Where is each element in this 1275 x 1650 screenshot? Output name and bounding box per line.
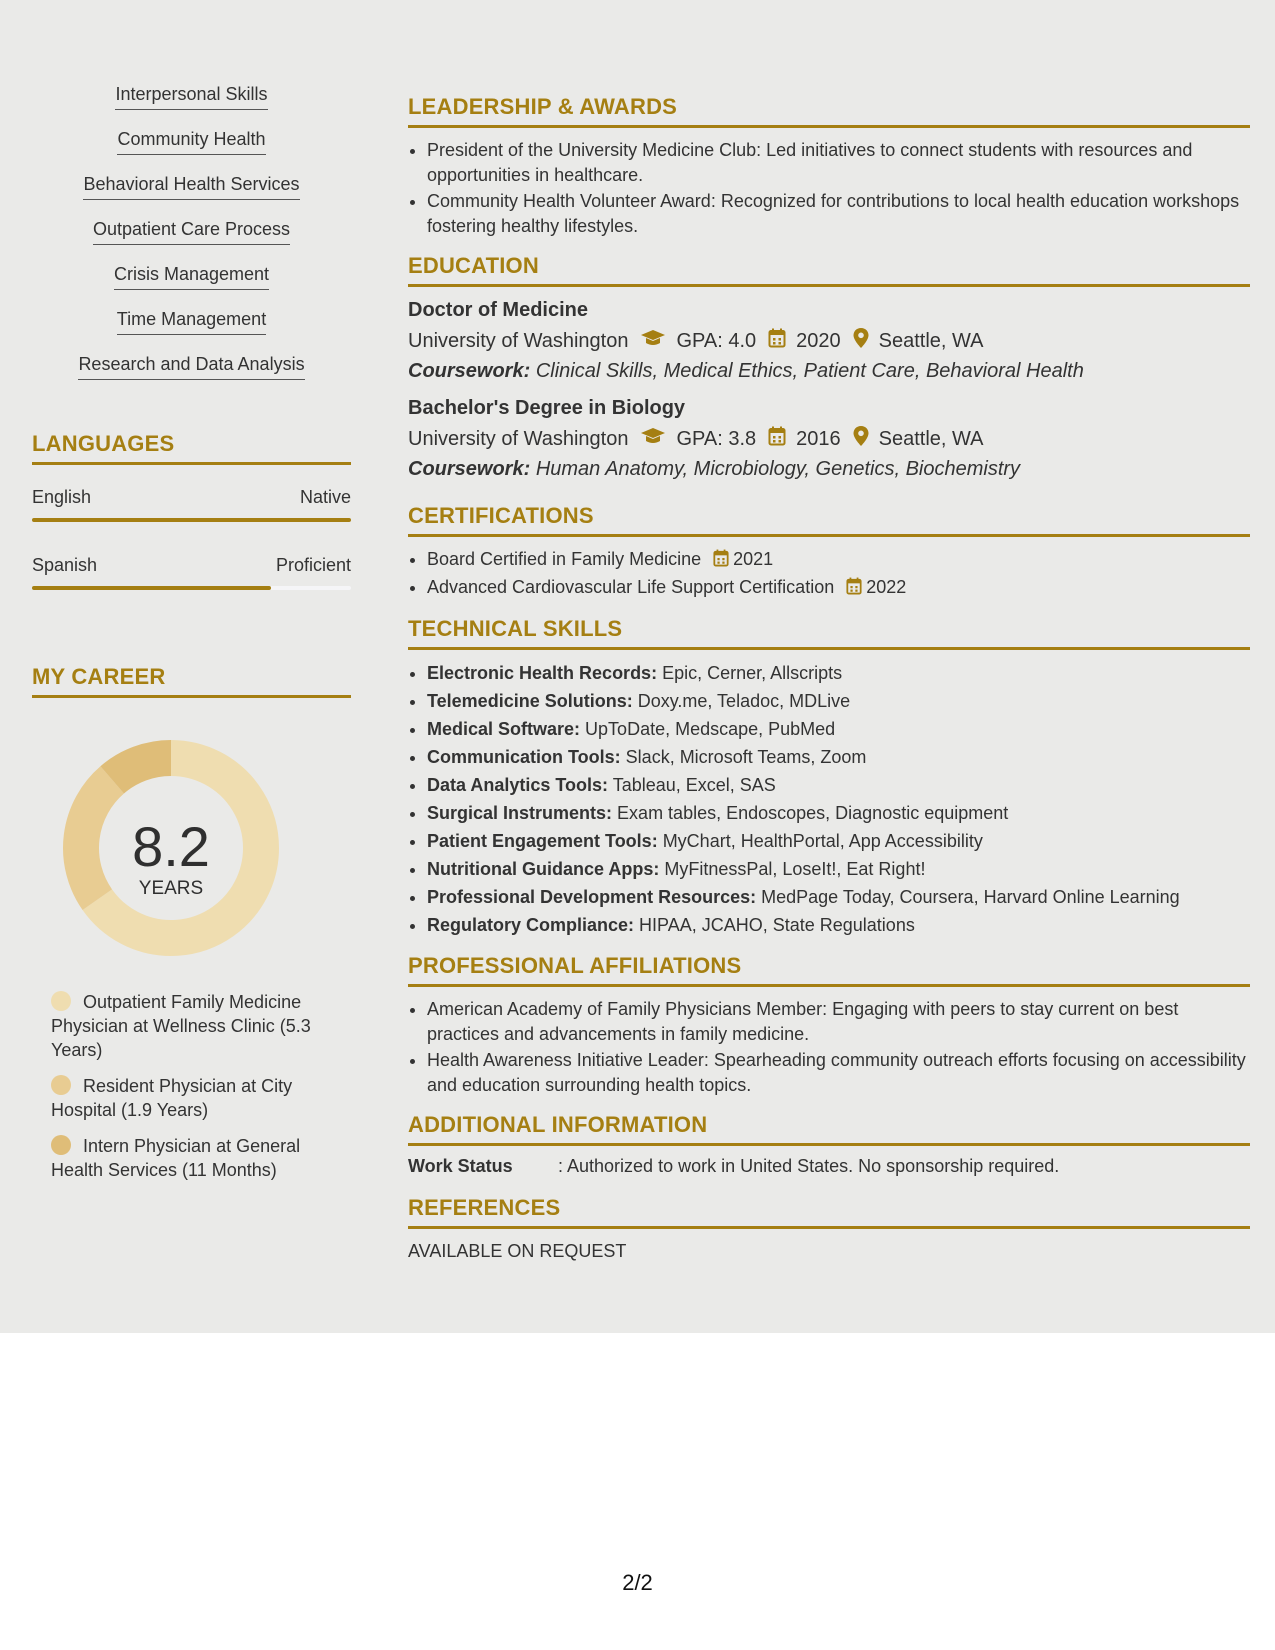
skill-item: Outpatient Care Process	[93, 219, 290, 245]
leadership-title: LEADERSHIP & AWARDS	[408, 94, 1250, 128]
career-unit: YEARS	[138, 878, 204, 899]
references-title: REFERENCES	[408, 1195, 1250, 1229]
career-donut-svg	[32, 698, 351, 988]
year: 2016	[796, 427, 841, 450]
degree-details	[408, 328, 1250, 354]
location: Seattle, WA	[878, 427, 984, 450]
graduation-cap-icon	[640, 329, 666, 353]
list-item	[427, 660, 1250, 687]
language-name: English	[32, 487, 92, 507]
list-item	[427, 688, 1250, 715]
cert-year: 2022	[866, 577, 907, 597]
education-title: EDUCATION	[408, 253, 1250, 287]
skill-label: Electronic Health Records:	[427, 663, 658, 683]
gpa: GPA: 4.0	[676, 329, 757, 352]
skill-value: Slack, Microsoft Teams, Zoom	[620, 747, 867, 767]
coursework-value: Clinical Skills, Medical Ethics, Patient Care, Behavioral Health	[535, 360, 1084, 382]
skill-item: Community Health	[117, 129, 265, 155]
list-item	[427, 800, 1250, 827]
leadership-list	[408, 138, 1250, 239]
coursework-label: Coursework:	[408, 360, 531, 382]
list-item: • President of the University Medicine Club: Led initiatives to connect students with resources and opportunities in healthcare.	[427, 138, 1250, 188]
degree-title: Bachelor's Degree in Biology	[408, 397, 686, 419]
skill-item: Interpersonal Skills	[115, 84, 267, 110]
skill-label: Patient Engagement Tools:	[427, 831, 658, 851]
education-entry	[408, 397, 1250, 481]
skill-value: MyChart, HealthPortal, App Accessibility	[657, 831, 983, 851]
degree-details	[408, 426, 1250, 452]
left-column	[32, 84, 351, 1194]
legend-label: Resident Physician at City Hospital (1.9 Years)	[51, 1076, 293, 1120]
list-item	[427, 912, 1250, 939]
list-item	[427, 856, 1250, 883]
skill-label: Medical Software:	[427, 719, 581, 739]
skill-label: Data Analytics Tools:	[427, 775, 609, 795]
language-level: Proficient	[275, 555, 351, 575]
language-bar-fill	[32, 518, 351, 522]
list-item	[427, 744, 1250, 771]
skill-label: Professional Development Resources:	[427, 887, 757, 907]
legend-label: Outpatient Family Medicine Physician at Wellness Clinic (5.3 Years)	[51, 992, 311, 1060]
skill-item: Research and Data Analysis	[78, 354, 304, 380]
skill-value: HIPAA, JCAHO, State Regulations	[634, 915, 915, 935]
list-item: • Health Awareness Initiative Leader: Spearheading community outreach efforts focusing on accessibility and education surrounding health topics.	[427, 1048, 1250, 1098]
career-total: 8.2	[132, 815, 210, 878]
skill-value: Tableau, Excel, SAS	[608, 775, 776, 795]
work-status-label: Work Status	[408, 1156, 513, 1176]
page-number: 2/2	[622, 1570, 653, 1595]
skill-label: Nutritional Guidance Apps:	[427, 859, 660, 879]
school-name: University of Washington	[408, 427, 629, 450]
technical-skills-title: TECHNICAL SKILLS	[408, 616, 1250, 650]
technical-skills-list	[408, 660, 1250, 939]
certifications-list	[408, 547, 1250, 602]
language-english	[32, 487, 351, 522]
skill-item: Behavioral Health Services	[83, 174, 299, 200]
affiliations-list	[408, 997, 1250, 1098]
coursework-value: Human Anatomy, Microbiology, Genetics, Biochemistry	[535, 458, 1021, 480]
references-text: AVAILABLE ON REQUEST	[408, 1241, 627, 1261]
skill-item: Crisis Management	[114, 264, 269, 290]
calendar-icon	[846, 577, 862, 602]
language-spanish	[32, 555, 351, 590]
legend-dot	[51, 991, 71, 1011]
languages-title: LANGUAGES	[32, 431, 351, 465]
graduation-cap-icon	[640, 427, 666, 451]
location-pin-icon	[853, 426, 869, 452]
language-bar	[32, 586, 351, 590]
language-bar-fill	[32, 586, 271, 590]
school-name: University of Washington	[408, 329, 629, 352]
coursework	[408, 458, 1250, 481]
career-donut-chart	[32, 698, 351, 988]
coursework-label: Coursework:	[408, 458, 531, 480]
degree-title: Doctor of Medicine	[408, 299, 589, 321]
language-name: Spanish	[32, 555, 98, 575]
list-item	[427, 884, 1250, 911]
skill-value: MyFitnessPal, LoseIt!, Eat Right!	[659, 859, 926, 879]
donut-segment	[81, 780, 112, 900]
location: Seattle, WA	[878, 329, 984, 352]
coursework	[408, 360, 1250, 383]
location-pin-icon	[853, 328, 869, 354]
gpa: GPA: 3.8	[676, 427, 757, 450]
career-legend-item	[51, 990, 321, 1062]
skill-value: Epic, Cerner, Allscripts	[657, 663, 843, 683]
legend-dot	[51, 1135, 71, 1155]
skill-value: Exam tables, Endoscopes, Diagnostic equipment	[612, 803, 1009, 823]
certifications-title: CERTIFICATIONS	[408, 503, 1250, 537]
list-item	[427, 547, 1250, 574]
calendar-icon	[713, 549, 729, 574]
skill-label: Regulatory Compliance:	[427, 915, 635, 935]
legend-dot	[51, 1075, 71, 1095]
list-item	[427, 772, 1250, 799]
skill-label: Surgical Instruments:	[427, 803, 613, 823]
right-column	[408, 94, 1250, 1262]
work-status	[408, 1156, 1250, 1177]
skill-item: Time Management	[117, 309, 266, 335]
list-item	[427, 575, 1250, 602]
calendar-icon	[768, 328, 786, 354]
career-legend	[32, 990, 351, 1182]
skill-value: Doxy.me, Teladoc, MDLive	[632, 691, 851, 711]
legend-label: Intern Physician at General Health Services (11 Months)	[51, 1136, 301, 1180]
donut-segment	[112, 758, 171, 780]
cert-year: 2021	[733, 549, 774, 569]
list-item	[427, 716, 1250, 743]
career-legend-item	[51, 1134, 321, 1182]
year: 2020	[796, 329, 841, 352]
skills-list	[32, 84, 351, 399]
education-entry	[408, 299, 1250, 383]
skill-value: MedPage Today, Coursera, Harvard Online Learning	[756, 887, 1180, 907]
list-item: • Community Health Volunteer Award: Recognized for contributions to local health education workshops fostering healthy lifestyles.	[427, 189, 1250, 239]
list-item	[427, 828, 1250, 855]
cert-name: Board Certified in Family Medicine	[427, 549, 702, 569]
list-item: • American Academy of Family Physicians Member: Engaging with peers to stay current on best practices and advancements in family medicine.	[427, 997, 1250, 1047]
skill-label: Communication Tools:	[427, 747, 621, 767]
affiliations-title: PROFESSIONAL AFFILIATIONS	[408, 953, 1250, 987]
skill-label: Telemedicine Solutions:	[427, 691, 633, 711]
language-level: Native	[299, 487, 351, 507]
skill-value: UpToDate, Medscape, PubMed	[580, 719, 836, 739]
calendar-icon	[768, 426, 786, 452]
career-legend-item	[51, 1074, 321, 1122]
career-title: MY CAREER	[32, 664, 351, 698]
cert-name: Advanced Cardiovascular Life Support Certification	[427, 577, 835, 597]
additional-info-title: ADDITIONAL INFORMATION	[408, 1112, 1250, 1146]
work-status-value: : Authorized to work in United States. No sponsorship required.	[558, 1156, 1060, 1176]
language-bar	[32, 518, 351, 522]
